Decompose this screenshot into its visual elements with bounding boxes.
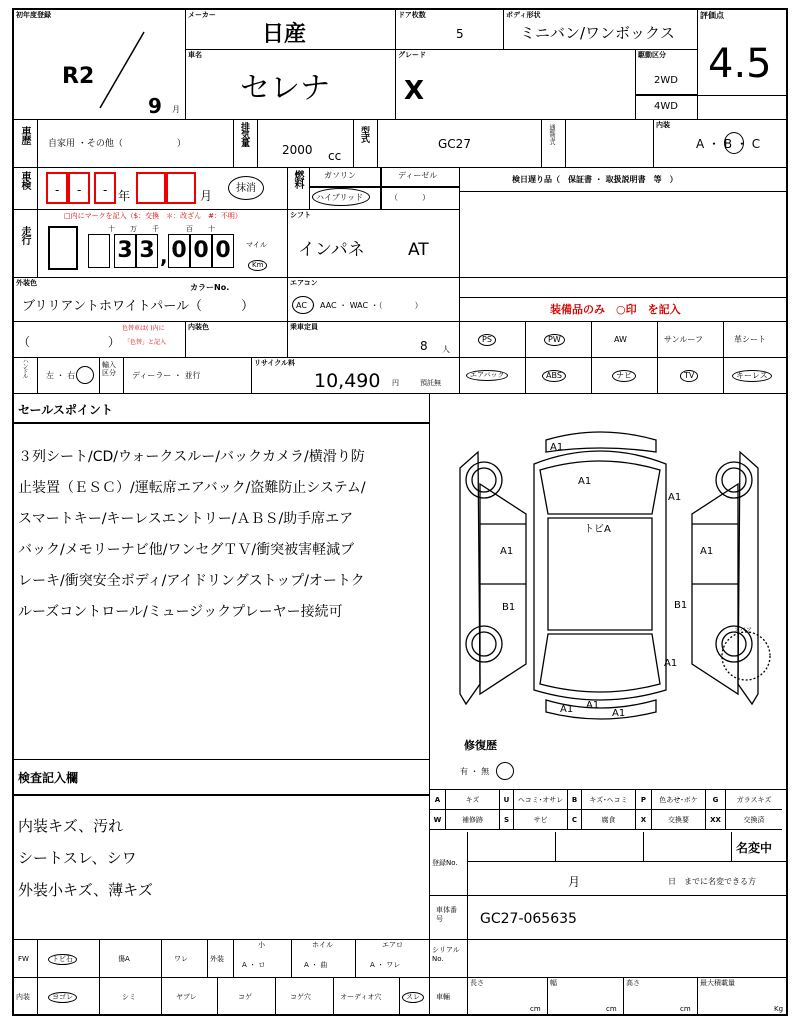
reg-no-box-2: [556, 832, 644, 862]
equip-navi: ナビ: [592, 358, 658, 394]
sales-point-line-6: ルーズコントロール/ミュージックプレーヤー接続可: [18, 604, 343, 620]
serial-cell: [468, 940, 788, 978]
shift-position: インパネ: [298, 240, 365, 260]
name-change-label: 名変中: [736, 841, 773, 855]
exterior-color-label: 外装色: [16, 279, 37, 287]
recycle-fee: 10,490: [314, 370, 381, 392]
mark-rear-bumper-center: A1: [586, 700, 600, 711]
serial-label-cell: [430, 940, 468, 978]
legend-cell: A: [430, 790, 446, 810]
mark-right-front-door: A1: [700, 546, 714, 557]
ext-wheel-label: ホイル: [312, 941, 333, 949]
common-model-cell: [566, 120, 654, 168]
legend-cell: 腐食: [582, 810, 636, 830]
shaken-box-1: -: [46, 172, 68, 204]
mark-rear-bumper-right: A1: [612, 708, 626, 719]
aircon-circle: [292, 296, 314, 314]
ext-aero-cell: [356, 940, 430, 978]
equip-airbag: エアバック: [460, 358, 526, 394]
deadline-text: 日 までに名変できる方: [668, 877, 756, 886]
model-label-cell: [354, 120, 378, 168]
aircon-options: AC ・ AAC ・ WAC ・（ ）: [296, 301, 423, 310]
mileage-marker-box: [48, 226, 78, 270]
damage-legend: [430, 790, 788, 832]
mark-hood: A1: [578, 476, 592, 487]
odo-unit-5: 十: [208, 225, 215, 233]
mark-roof: トビA: [584, 524, 611, 535]
shaken-box-4: [136, 172, 166, 204]
color-change-note-2: 「色替」と記入: [124, 339, 167, 346]
length-cell: 長さ cm: [468, 978, 548, 1016]
legend-cell: 色あせ･ボケ: [652, 790, 706, 810]
odo-digit-1: 3: [114, 234, 136, 268]
mark-right-rear: A1: [664, 658, 678, 669]
recycle-cell: [252, 358, 460, 394]
interior-color-label: 内装色: [188, 323, 209, 331]
color-change-cell: （ ） 色替車は( )内に 「色替」と記入: [14, 322, 186, 358]
equip-sunroof: サンルーフ: [658, 322, 724, 358]
handle-label-cell: [14, 358, 38, 394]
fuel-hybrid: ハイブリッド: [316, 193, 364, 202]
grade-cell: [396, 50, 636, 120]
aircon-label: エアコン: [290, 279, 318, 287]
shift-type: AT: [408, 240, 429, 260]
ext-label: 外装: [210, 955, 224, 963]
mileage-cell: [38, 210, 288, 278]
drive-label: 駆動区分: [638, 51, 666, 59]
usage-value: 自家用 ・その他（ ）: [48, 139, 186, 149]
mark-rear-bumper-left: A1: [560, 704, 574, 715]
inspection-note-1: 内装キズ、汚れ: [18, 817, 124, 835]
legend-cell: G: [706, 790, 726, 810]
unregistered-option: 抹消: [236, 183, 256, 194]
legend-cell: 補修跡: [446, 810, 500, 830]
maker-cell: [186, 10, 396, 50]
int-label-cell: [14, 978, 38, 1016]
interior-grade-cell: [654, 120, 788, 168]
equip-title: 装備品のみ ○印 を記入: [550, 303, 681, 316]
body-cell: [504, 10, 698, 50]
odo-unit-1: 十: [108, 225, 115, 233]
import-label-cell: [100, 358, 124, 394]
equip-ps: PS: [460, 322, 526, 358]
reg-no-label: 登録No.: [432, 859, 458, 867]
color-change-note-1: 色替車は( )内に: [122, 325, 165, 332]
inspection-notes-section: [14, 760, 430, 940]
legend-cell: ヘコミ･オサレ: [514, 790, 568, 810]
size-label: 車輛: [436, 993, 450, 1001]
shaken-box-5: [166, 172, 196, 204]
equip-header-cell: [460, 278, 788, 298]
fw-item-2: 傷A: [100, 940, 162, 978]
sales-point-line-1: ３列シート/CD/ウォークスルー/バックカメラ/横滑り防: [18, 449, 365, 465]
score-label: 評価点: [700, 11, 724, 20]
repair-history-options: 有 ・ 無: [460, 767, 490, 776]
first-reg-month: 9: [148, 94, 162, 118]
auction-sheet: [12, 8, 788, 1016]
common-model-label-cell: [542, 120, 566, 168]
equip-aw: AW: [592, 322, 658, 358]
mark-left-front-door: A1: [500, 546, 514, 557]
import-options: ディーラー ・ 並行: [132, 371, 201, 380]
doors-value: 5: [456, 27, 464, 41]
chassis-number: GC27-065635: [480, 911, 577, 927]
ext-aero-options: A ・ ワレ: [370, 961, 401, 969]
interior-grade-circle: [724, 132, 744, 154]
doors-label: ドア枚数: [398, 11, 426, 19]
deposit-status: 預託無: [420, 379, 441, 387]
ext-small-options: A ・ ロ: [242, 961, 266, 969]
legend-cell: B: [568, 790, 582, 810]
height-label: 高さ: [626, 979, 640, 987]
int-item-2: シミ: [100, 978, 162, 1016]
mark-front-right: A1: [668, 492, 682, 503]
exterior-color-cell: [14, 278, 288, 322]
mark-front-bumper: A1: [550, 442, 564, 453]
shaken-cell: [38, 168, 288, 210]
odo-unit-4: 百: [186, 225, 193, 233]
car-name-cell: [186, 50, 396, 120]
shaken-box-3: -: [94, 172, 116, 204]
drive-4wd: 4WD: [654, 101, 678, 112]
first-reg-label: 初年度登録: [16, 11, 51, 19]
odo-unit-3: 千: [152, 225, 159, 233]
chassis-label-cell: [430, 896, 468, 940]
legend-cell: サビ: [514, 810, 568, 830]
shift-label: シフト: [290, 211, 311, 219]
first-reg-era: R2: [62, 64, 95, 89]
capacity-label: 乗車定員: [290, 323, 318, 331]
handle-right-circle: [76, 366, 94, 384]
car-name-label: 車名: [188, 51, 202, 59]
legend-cell: W: [430, 810, 446, 830]
fuel-label: 燃料: [292, 170, 303, 188]
sales-point-line-2: 止装置（ＥＳＣ）/運転席エアバック/盗難防止システム/: [18, 480, 366, 496]
doors-cell: [396, 10, 504, 50]
month-unit: 月: [172, 105, 180, 114]
score-cell: [698, 10, 788, 96]
sales-point-line-5: レーキ/衝突安全ボディ/アイドリングストップ/オートク: [18, 573, 365, 589]
displacement-value: 2000: [282, 143, 313, 157]
int-item-3: ヤブレ: [162, 978, 218, 1016]
equip-keyless: キーレス: [724, 358, 788, 394]
equip-tv: TV: [658, 358, 724, 394]
shaken-label-cell: [14, 168, 38, 210]
rear-window-outline: [540, 634, 660, 692]
size-label-cell: [430, 978, 468, 1016]
odo-digit-3: 0: [168, 234, 190, 268]
sales-point-line-4: バック/メモリーナビ他/ワンセグＴＶ/衝突被害軽減ブ: [18, 542, 355, 558]
deadline-month: 月: [568, 875, 581, 889]
capacity-value: 8: [420, 339, 428, 353]
cc-unit: cc: [328, 149, 342, 163]
mileage-note: □内にマークを記入（$：交換 ＊：改ざん #：不明）: [64, 212, 242, 220]
equip-pw: PW: [526, 322, 592, 358]
odo-digit-4: 0: [190, 234, 212, 268]
exterior-color-value: ブリリアントホワイトパール（ ）: [22, 299, 255, 314]
model-cell: [378, 120, 542, 168]
chassis-cell: [468, 896, 788, 940]
docs-cell: [460, 168, 788, 192]
length-label: 長さ: [470, 979, 484, 987]
usage-cell: [38, 120, 234, 168]
sales-points-title: セールスポイント: [18, 403, 113, 417]
car-name-value: セレナ: [240, 71, 330, 106]
maker-label: メーカー: [188, 11, 216, 19]
right-doors-outline: [692, 484, 738, 694]
odo-digit-2: 3: [136, 234, 158, 268]
grade-value: X: [404, 76, 425, 106]
import-cell: [124, 358, 252, 394]
reg-no-label-cell: [430, 832, 468, 896]
maker-value: 日産: [262, 22, 307, 47]
year-unit: 年: [118, 189, 131, 203]
body-label: ボディ形状: [506, 11, 541, 19]
ext-small-label: 小: [258, 941, 265, 949]
equip-leather: 革シート: [724, 322, 788, 358]
ext-wheel-options: A ・ 曲: [304, 961, 328, 969]
max-load-label: 最大積載量: [700, 979, 735, 987]
fuel-gasoline: ガソリン: [324, 171, 356, 180]
aircon-cell: [288, 278, 460, 322]
left-doors-outline: [480, 484, 526, 694]
legend-cell: ガラスキズ: [726, 790, 782, 810]
int-item-1: ヨゴレ: [38, 978, 100, 1016]
ext-label-cell: [208, 940, 234, 978]
drive-2wd: 2WD: [654, 75, 678, 86]
int-item-6: オーディオ穴: [334, 978, 400, 1016]
sales-points-body: [18, 442, 426, 628]
model-label: 型式: [359, 126, 369, 142]
handle-options: 左 ・ 右: [46, 371, 76, 380]
odo-separator: ,: [160, 244, 168, 268]
capacity-cell: [288, 322, 460, 358]
handle-cell: [38, 358, 100, 394]
interior-grades: A ・ B ・ C: [696, 137, 761, 151]
name-change-deadline-cell: [468, 862, 788, 896]
equip-title-cell: [460, 298, 788, 322]
hybrid-circle: [312, 188, 370, 206]
shaken-box-2: -: [68, 172, 90, 204]
model-value: GC27: [438, 137, 471, 151]
equip-abs: ABS: [526, 358, 592, 394]
docs-label: 検日遅り品（ 保証書 ・ 取扱説明書 等 ）: [512, 175, 678, 184]
legend-cell: 交換要: [652, 810, 706, 830]
legend-cell: 交換済: [726, 810, 782, 830]
chassis-label: 車体番号: [436, 906, 457, 924]
inspection-notes-body: [18, 810, 153, 906]
fuel-other: （ ）: [390, 193, 430, 202]
legend-cell: P: [636, 790, 652, 810]
recycle-label: リサイクル料: [254, 359, 296, 367]
car-diagram-section: [430, 394, 788, 790]
inspection-note-2: シートスレ、シワ: [18, 849, 137, 867]
mileage-label-cell: [14, 210, 38, 278]
ext-aero-label: エアロ: [382, 941, 403, 949]
name-change-cell: [732, 832, 788, 862]
slash-divider: [96, 30, 146, 110]
score-bottom-cell: [698, 96, 788, 120]
car-diagram-svg: [430, 394, 788, 734]
ext-wheel-cell: [292, 940, 356, 978]
legend-cell: XX: [706, 810, 726, 830]
mileage-label: 走行: [19, 226, 30, 244]
legend-cell: キズ･ヘコミ: [582, 790, 636, 810]
height-cell: 高さ cm: [624, 978, 698, 1016]
history-label-cell: [14, 120, 38, 168]
legend-cell: X: [636, 810, 652, 830]
fuel-cell: [310, 168, 460, 210]
yen-unit: 円: [392, 379, 399, 387]
common-model-label: 通称型式: [548, 124, 555, 144]
fw-label: FW: [18, 955, 29, 963]
width-label: 幅: [550, 979, 557, 987]
inspection-note-3: 外装小キズ、薄キズ: [18, 881, 153, 899]
legend-cell: C: [568, 810, 582, 830]
km-option: Km: [248, 260, 267, 271]
mile-option: マイル: [246, 241, 267, 249]
fw-item-3: ワレ: [162, 940, 208, 978]
legend-cell: U: [500, 790, 514, 810]
displacement-label-cell: [234, 120, 258, 168]
interior-label: 内装: [656, 121, 670, 129]
body-value: ミニバン/ワンボックス: [520, 24, 675, 42]
serial-label: シリアルNo.: [432, 946, 460, 964]
reg-no-box-3: [644, 832, 732, 862]
int-item-5: コゲ穴: [276, 978, 334, 1016]
sales-point-line-3: スマートキー/キーレスエントリー/ＡＢＳ/助手席エア: [18, 511, 354, 527]
width-cell: 幅 cm: [548, 978, 624, 1016]
unregistered-circle: [228, 176, 264, 200]
mark-left-rear-door: B1: [502, 602, 516, 613]
spare-label: スペア: [734, 627, 753, 634]
roof-outline: [534, 451, 666, 700]
repair-none-circle: [496, 762, 514, 780]
repair-history-label: 修復歴: [464, 739, 497, 752]
color-no-label: カラーNo.: [190, 283, 230, 292]
inspection-notes-title: 検査記入欄: [18, 771, 79, 785]
displacement-cell: [258, 120, 354, 168]
capacity-unit: 人: [442, 345, 450, 354]
history-label: 車歴: [19, 126, 30, 144]
handle-label: ハンドル: [21, 358, 28, 378]
mark-right-rear-door: B1: [674, 600, 688, 611]
reg-no-box-1: [468, 832, 556, 862]
drive-cell: [636, 50, 698, 120]
odo-digit-blank: [88, 234, 110, 268]
int-item-4: コゲ: [218, 978, 276, 1016]
shaken-month-unit: 月: [200, 189, 213, 203]
docs-blank: [460, 192, 788, 278]
legend-cell: キズ: [446, 790, 500, 810]
int-label: 内装: [16, 993, 30, 1001]
interior-color-cell: [186, 322, 288, 358]
odo-unit-2: 万: [130, 225, 137, 233]
fw-item-1: トビ石: [38, 940, 100, 978]
fw-label-cell: [14, 940, 38, 978]
first-registration-cell: [14, 10, 186, 120]
fuel-diesel: ディーゼル: [398, 171, 438, 180]
shift-cell: [288, 210, 460, 278]
fuel-label-cell: [288, 168, 310, 210]
score-value: 4.5: [708, 41, 772, 87]
windshield-outline: [540, 461, 660, 514]
grade-label: グレード: [398, 51, 426, 59]
shaken-label: 車検: [19, 171, 30, 189]
spare-tire: [722, 632, 770, 680]
int-item-7: スレ: [400, 978, 430, 1016]
displacement-label: 排気量: [239, 122, 249, 146]
legend-cell: S: [500, 810, 514, 830]
max-load-cell: 最大積載量 Kg: [700, 979, 784, 1013]
import-label: 輸入区分: [102, 361, 116, 377]
sales-points-section: [14, 394, 430, 760]
ext-small-cell: [234, 940, 292, 978]
odo-digit-5: 0: [212, 234, 234, 268]
